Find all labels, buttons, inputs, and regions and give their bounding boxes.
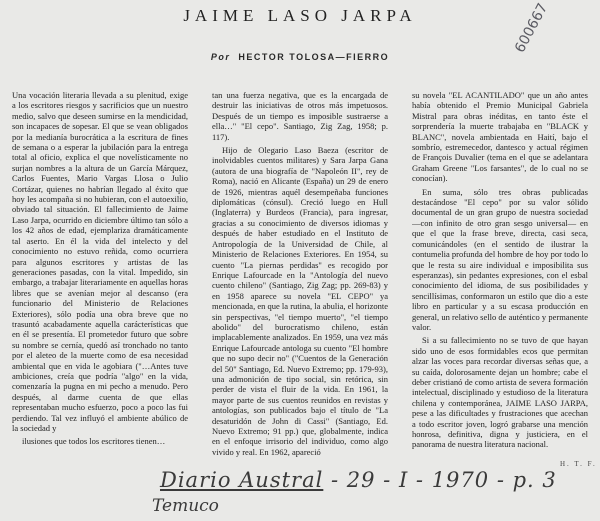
- article-column-2: [212, 90, 388, 466]
- column-1-paragraph: Una vocación literaria llevada a su plenitud, exige a los escritores riesgos y sacrificios que un nuestro medio, salvo que deseen sumirse en la mendicidad, son incapaces de sopesar. El que se vean obligados por la medianía burocrática a la escritura de fines de semana o a esperar la jubilación para la entrega total al oficio, explica el que novelísticamente no surjan nombres a la altura de un García Márquez, Carlos Fuentes, Mario Vargas Llosa o Julio Cortázar, quienes no habrían llegado al éxito que hoy les acompaña si no hubieran, con el autoexilio, obviado tal situación. El fallecimiento de Jaime Laso Jarpa, ocurrido en diciembre último tan sólo a los 42 años de edad, ejemplariza dramáticamente tal aserto. En él la vida del intelecto y del conocimiento no estuvo reñida, como ocurriera para algunos escritores y artistas de las generaciones pasadas, con la vital. Impedido, sin embargo, a trabajar literariamente en aquellas horas libres que se avenían mejor al descanso (era funcionario del Ministerio de Relaciones Exteriores), sólo podía una obra breve que no trasuntó acabadamente aquella carácterísticas que en él se presentía. El prometedor futuro que sobre su nombre se cernía, quedó así tronchado no tanto por el aleteo de la muerte como de esa necesidad ambiental que en vida le agobiara ("…Antes tuve ambiciones, creía que podría "algo" en la vida, comenzaría la pugna en mi pecho a menudo. Pero después, al darme cuenta de que ellas representaban mucho esfuerzo, poco a poco las fui perdiendo. Tal vez influyó el ambiente abúlico de la sociedad y: [12, 90, 188, 433]
- archive-stamp: 600667: [512, 0, 552, 56]
- handwritten-city: Temuco: [152, 496, 219, 516]
- handwritten-date: - 29 - I - 1970 -: [331, 468, 505, 492]
- column-3-paragraph: su novela "EL ACANTILADO" que un año antes había obtenido el Premio Municipal Gabriela Mistral para obras inéditas, en tanto éste el sorprendería la muerte trabajaba en "BLACK y BLANC", novela ambientada en Haití, bajo el sombrío, estremecedor, dantesco y actual régimen de François Duvalier (tema en el que se adelantara Graham Greene "Los farsantes", de lo cual no se conocían).: [412, 90, 588, 184]
- byline-prefix: Por: [210, 52, 231, 62]
- byline: [0, 52, 600, 62]
- column-2-paragraph: tan una fuerza negativa, que es la encargada de destruir las iniciativas de otros más impetuosos. Después de un tiempo es imposible sustraerse a ella…" "El cepo". Santiago, Zig Zag, 1958; p. 117).: [212, 90, 388, 142]
- column-3-paragraph: En suma, sólo tres obras publicadas destacándose "El cepo" por su valor sólido documental de un gran grupo de nuestra sociedad —con infinito de otro gran sesgo universal— en que el que la frase breve, directa, casi seca, comunicándoles (en el sentido de ilustrar la contumelia profunda del hombre de hoy por todo lo que le resta su aire individual e imposibilita sus esperanzas), sin pedantes expresiones, con el esbal conocimiento del idioma, de sus posibilidades y sencillísimas, conformaron un estilo que dio a este libro en particular y a su escasa producción en general, un relativo sello de auténtico y permanente valor.: [412, 186, 588, 332]
- article-column-3: [412, 90, 588, 466]
- handwritten-newspaper: Diario Austral: [160, 468, 324, 492]
- byline-author: HECTOR TOLOSA—FIERRO: [238, 52, 390, 62]
- handwritten-source-note: [160, 468, 557, 492]
- author-initials: H. T. F.: [560, 460, 597, 468]
- column-1-paragraph: ilusiones que todos los escritores tienen…: [22, 436, 166, 447]
- article-column-1: [12, 90, 188, 466]
- article-title: JAIME LASO JARPA: [183, 6, 417, 25]
- handwritten-page: p. 3: [512, 468, 557, 492]
- column-2-paragraph: Hijo de Olegario Laso Baeza (escritor de inolvidables cuentos militares) y Sara Jarpa Gana (autora de una biografía de "Napoleón II", rey de Roma), nació en Alicante (España) un 29 de enero de 1926, mientras aquél desempeñaba funciones diplomáticas (cónsul). Creció luego en Hull (Inglaterra) y Burdeos (Francia), para ingresar, gracias a su conocimiento de diversos idiomas y después de haber estudiado en el Instituto de Antropología de la Universidad de Chile, al Ministerio de Relaciones Exteriores. En 1954, su cuento "La piernas perdidas" es recogido por Enrique Lafourcade en la "Antología del nuevo cuento chileno" (Santiago, Zig Zag; pp. 269-83) y en 1958 aparece su novela "EL CEPO" ya mencionada, en que la rutina, la abulia, el horizonte sin perspectivas, "el tiempo muerto", "el tiempo abolido" del burocratismo chileno, están implacablemente analizados. En 1959, una vez más Enrique Lafourcade antologa su cuento "El hombre que no supo decir no" ("Cuentos de la Generación del 50" Santiago, Ed. Nuevo Extremo; pp. 179-93), una admonición de tipo social, sin retórica, sin perder de vista el fluir de la vida. En 1961, la mayor parte de sus cuentos reunidos en revistas y antologías, son publicados bajo el título de "La desaturidón de John di Cassi" (Santiago, Ed. Nuevo Extremo; 91 pp.) que, globalmente, indica en el enfoque irrisorio del individuo, como algo vivido y real. En 1962, apareció: [212, 145, 388, 457]
- column-3-paragraph: Si a su fallecimiento no se tuvo de que hayan sido uno de esos formidables ecos que permitan alzar las voces para recordar diversas señas que, a su caída, dolorosamente dejan un hombre; cabe el deber cristianó de como artista de severa formación intelectual, disciplinado y estudioso de la literatura chilena y contemporánea, JAIME LASO JARPA, pese a las dificultades y frustraciones que acechan a todo escritor joven, logró grabarse una mención honrosa, definitiva, digna y justiciera, en el panorama de nuestra literatura nacional.: [412, 335, 588, 450]
